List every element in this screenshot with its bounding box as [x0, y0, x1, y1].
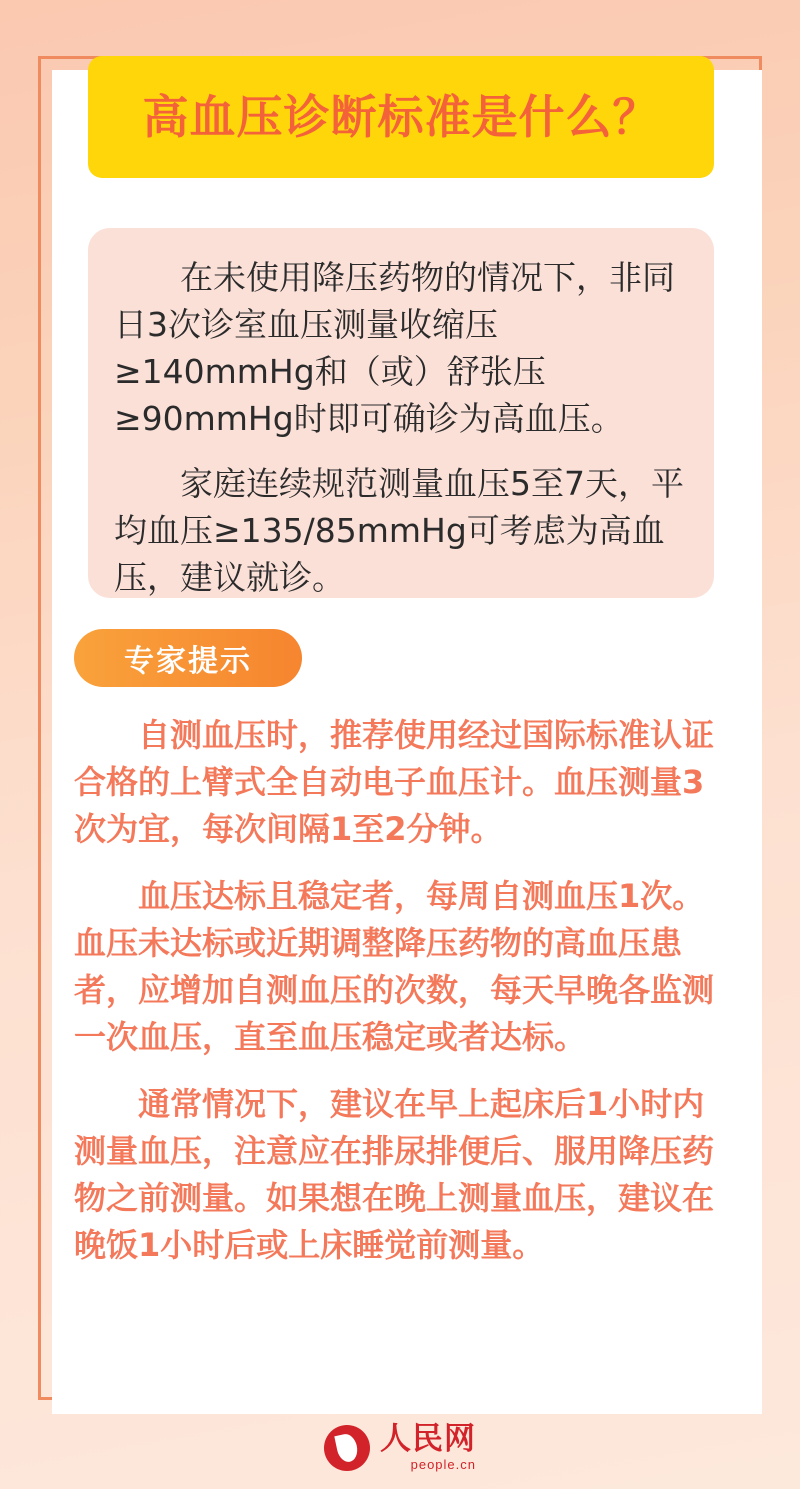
definition-block	[88, 228, 714, 598]
expert-tip-label: 专家提示	[124, 644, 252, 679]
logo-domain: people.cn	[410, 1457, 476, 1472]
expert-tip-badge	[74, 629, 302, 687]
tip-paragraph: 血压达标且稳定者，每周自测血压1次。血压未达标或近期调整降压药物的高血压患者，应增加自测血压的次数，每天早晚各监测一次血压，直至血压稳定或者达标。	[74, 877, 715, 1056]
definition-paragraph: 家庭连续规范测量血压5至7天，平均血压≥135/85mmHg可考虑为高血压，建议就诊。	[114, 464, 684, 597]
tip-paragraph: 自测血压时，推荐使用经过国际标准认证合格的上臂式全自动电子血压计。血压测量3次为宜，每次间隔1至2分钟。	[74, 716, 715, 848]
logo-chinese-name: 人民网	[380, 1421, 476, 1457]
tip-paragraph: 通常情况下，建议在早上起床后1小时内测量血压，注意应在排尿排便后、服用降压药物之前测量。如果想在晚上测量血压，建议在晚饭1小时后或上床睡觉前测量。	[74, 1085, 715, 1264]
title-banner	[88, 56, 714, 178]
definition-paragraph: 在未使用降压药物的情况下，非同日3次诊室血压测量收缩压≥140mmHg和（或）舒张压≥90mmHg时即可确诊为高血压。	[114, 258, 675, 438]
logo-wordmark	[380, 1421, 476, 1472]
footer-logo	[0, 1421, 800, 1472]
tips-block	[74, 712, 726, 1269]
people-cn-logo-icon	[324, 1425, 370, 1471]
page-title: 高血压诊断标准是什么？	[142, 90, 660, 144]
